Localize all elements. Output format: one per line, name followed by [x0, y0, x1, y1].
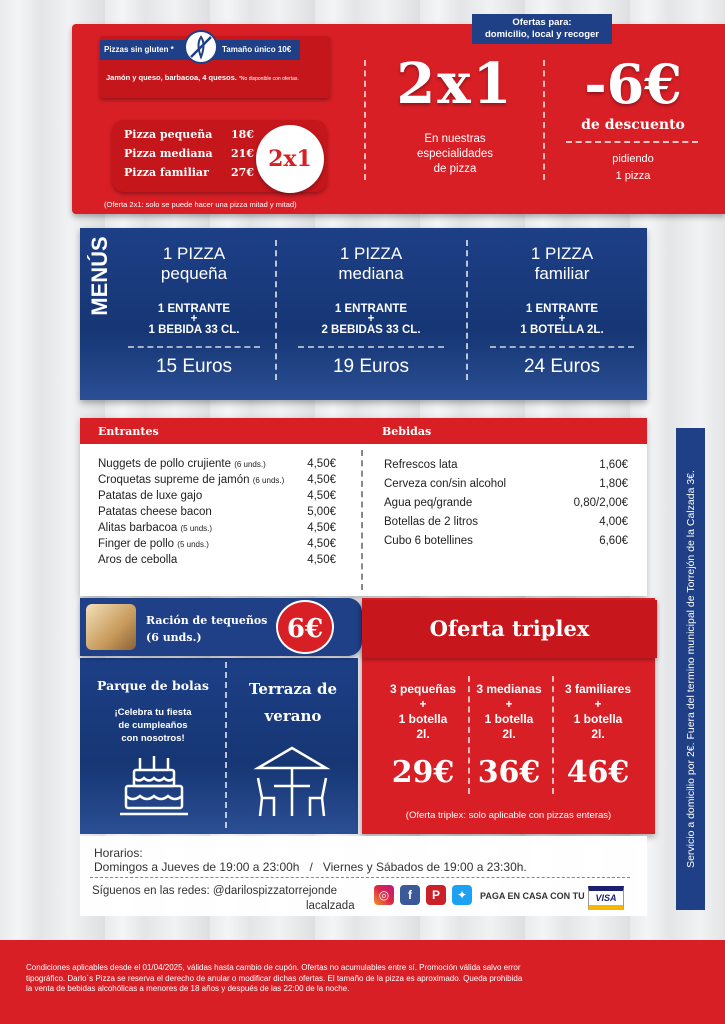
- size-row: Pizza pequeña 18€: [124, 128, 254, 141]
- terraza-line: Terraza de: [248, 680, 337, 698]
- menu-plus: +: [558, 313, 566, 325]
- menu-plus: +: [367, 313, 375, 325]
- terrace-icon: [252, 742, 332, 827]
- list-item: Alitas barbacoa (5 unds.) 4,50€: [98, 522, 336, 534]
- pay-text: PAGA EN CASA CON TU: [480, 891, 585, 901]
- divider: [225, 662, 227, 828]
- triplex-col: [380, 682, 466, 790]
- terraza-line: verano: [264, 707, 322, 725]
- offer-2x1-text: [372, 132, 538, 177]
- parque-line: ¡Celebra tu fiesta: [114, 707, 192, 718]
- menu-pizza-size: mediana: [338, 264, 404, 283]
- divider: [364, 60, 366, 180]
- tequenos-image: [86, 604, 136, 650]
- offer-2x1-big: 2x1: [396, 51, 514, 117]
- parque-line: con nosotros!: [121, 733, 185, 744]
- divider: [298, 346, 444, 348]
- menu-extra: 1 BOTELLA 2L.: [520, 324, 604, 336]
- menu-pizza-line: 1 PIZZA: [530, 244, 594, 263]
- list-item: Aros de cebolla 4,50€: [98, 554, 336, 566]
- instagram-icon[interactable]: ◎: [374, 885, 394, 905]
- menu-price: 19 Euros: [332, 356, 410, 377]
- offer-line: En nuestras: [424, 133, 486, 145]
- list-item: Agua peq/grande 0,80/2,00€: [384, 497, 628, 509]
- triplex-line: 3 pequeñas: [389, 682, 457, 696]
- menus-title-wrap: [80, 232, 120, 320]
- list-item: Patatas de luxe gajo 4,50€: [98, 490, 336, 502]
- parque-title: Parque de bolas: [97, 678, 209, 693]
- tequenos-line: (6 unds.): [146, 631, 202, 644]
- triplex-line: +: [594, 697, 602, 711]
- triplex-line: 2l.: [502, 727, 516, 741]
- tequenos-price: 6€: [276, 600, 334, 654]
- list-item: Nuggets de pollo crujiente (6 unds.) 4,50€: [98, 458, 336, 470]
- divider: [468, 676, 470, 794]
- divider: [466, 240, 468, 380]
- menu-price: 24 Euros: [523, 356, 601, 377]
- cake-icon: [118, 752, 190, 831]
- triplex-line: 1 botella: [573, 712, 623, 726]
- triplex-title: Oferta triplex: [429, 616, 590, 641]
- offer-discount-sub: de descuento: [581, 117, 685, 133]
- offers-for-tag: [472, 14, 612, 44]
- social-text: [92, 884, 355, 914]
- list-item: Cubo 6 botellines 6,60€: [384, 535, 628, 547]
- menu-pizza-size: familiar: [534, 264, 590, 283]
- divider: [128, 346, 260, 348]
- size-row: Pizza familiar 27€: [124, 166, 254, 179]
- menu-extra: 1 BEBIDA 33 CL.: [148, 324, 240, 336]
- parque-text: [84, 706, 222, 745]
- bebidas-title: Bebidas: [382, 425, 432, 438]
- parque-line: de cumpleaños: [118, 720, 188, 731]
- menu-extra: 2 BEBIDAS 33 CL.: [321, 324, 421, 336]
- twitter-icon[interactable]: ✦: [452, 885, 472, 905]
- menu-extra: 1 ENTRANTE: [525, 303, 599, 315]
- menu-pizza-size: pequeña: [160, 264, 228, 283]
- menu-family: [482, 244, 642, 378]
- triplex-line: 1 botella: [398, 712, 448, 726]
- social-line: Síguenos en las redes: @darilospizzatorrejonde: [92, 885, 338, 897]
- list-item: Finger de pollo (5 unds.) 4,50€: [98, 538, 336, 550]
- tequenos-text: [146, 612, 267, 646]
- menu-pizza-line: 1 PIZZA: [339, 244, 403, 263]
- offer-line: 1 pizza: [615, 170, 651, 182]
- note-2x1: (Oferta 2x1: solo se puede hacer una pizza mitad y mitad): [104, 200, 297, 209]
- list-item: Refrescos lata 1,60€: [384, 459, 628, 471]
- triplex-line: 3 familiares: [564, 682, 632, 696]
- menu-plus: +: [190, 313, 198, 325]
- menu-extra: 1 ENTRANTE: [334, 303, 408, 315]
- pinterest-icon[interactable]: P: [426, 885, 446, 905]
- divider: [361, 450, 363, 590]
- divider: [490, 346, 634, 348]
- footer-conditions: [26, 963, 522, 995]
- triplex-col: [468, 682, 550, 790]
- menu-pizza-line: 1 PIZZA: [162, 244, 226, 263]
- tequenos-line: Ración de tequeños: [146, 614, 268, 627]
- delivery-side-text: Servicio a domicilio por 2€. Fuera del termino municipal de Torrejón de la Calzada 3€.: [684, 470, 697, 868]
- gluten-free-icon: [184, 30, 218, 64]
- food-drinks-header: [80, 418, 647, 444]
- menu-small: [120, 244, 268, 378]
- delivery-side-text-wrap: [676, 428, 705, 910]
- triplex-line: +: [419, 697, 427, 711]
- badge-2x1: 2x1: [256, 125, 324, 193]
- footer-line: la venta de bebidas alcohólicas a menores de 18 años y después de las 22:00 de la noche.: [26, 984, 350, 993]
- divider: [90, 877, 630, 878]
- triplex-line: 2l.: [416, 727, 430, 741]
- menu-extra: 1 ENTRANTE: [157, 303, 231, 315]
- offer-discount-big: -6€: [584, 52, 682, 116]
- pizza-sizes-list: [124, 128, 254, 185]
- hours-text: Domingos a Jueves de 19:00 a 23:00h / Viernes y Sábados de 19:00 a 23:30h.: [94, 860, 527, 874]
- list-item: Botellas de 2 litros 4,00€: [384, 516, 628, 528]
- list-item: Croquetas supreme de jamón (6 unds.) 4,50€: [98, 474, 336, 486]
- triplex-note: (Oferta triplex: solo aplicable con pizzas enteras): [405, 810, 612, 821]
- social-line: lacalzada: [306, 900, 355, 912]
- menus-title: MENÚS: [87, 236, 112, 316]
- divider: [552, 676, 554, 794]
- hours-label: Horarios:: [94, 846, 143, 860]
- facebook-icon[interactable]: f: [400, 885, 420, 905]
- terraza-title: [228, 676, 358, 730]
- offers-tag-line: domicilio, local y recoger: [484, 29, 600, 40]
- divider: [543, 60, 545, 180]
- offers-tag-line: Ofertas para:: [512, 17, 572, 28]
- offer-discount-text: [548, 151, 718, 185]
- offer-line: pidiendo: [612, 153, 654, 165]
- triplex-price: 36€: [477, 755, 541, 790]
- triplex-price: 46€: [566, 755, 630, 790]
- list-item: Cerveza con/sin alcohol 1,80€: [384, 478, 628, 490]
- gluten-free-size: Tamaño único 10€: [222, 45, 292, 54]
- size-row: Pizza mediana 21€: [124, 147, 254, 160]
- footer-line: tipográfico. Darlo´s Pizza se reserva el derecho de anular o modificar dichas ofertas. El tamaño de la pizza es aproximado. Queda prohibida: [26, 973, 523, 983]
- gluten-free-label: Pizzas sin gluten *: [104, 45, 174, 54]
- menu-price: 15 Euros: [155, 356, 233, 377]
- triplex-line: +: [505, 697, 513, 711]
- offer-line: especialidades: [416, 148, 494, 160]
- divider: [566, 141, 698, 143]
- list-item: Patatas cheese bacon 5,00€: [98, 506, 336, 518]
- triplex-price: 29€: [391, 755, 455, 790]
- triplex-line: 3 medianas: [476, 682, 542, 696]
- menu-medium: [290, 244, 452, 378]
- gluten-free-flavors: Jamón y queso, barbacoa, 4 quesos. *No disponible con ofertas.: [106, 73, 299, 82]
- offer-line: de pizza: [433, 163, 477, 175]
- triplex-line: 1 botella: [484, 712, 534, 726]
- footer-line: Condiciones aplicables desde el 01/04/2025, válidas hasta cambio de cupón. Ofertas no acumulables entre sí. Promoción válida salvo error: [26, 963, 521, 972]
- visa-icon: VISA: [588, 886, 624, 910]
- divider: [275, 240, 277, 380]
- triplex-col: [554, 682, 642, 790]
- triplex-line: 2l.: [591, 727, 605, 741]
- entrantes-title: Entrantes: [98, 425, 159, 438]
